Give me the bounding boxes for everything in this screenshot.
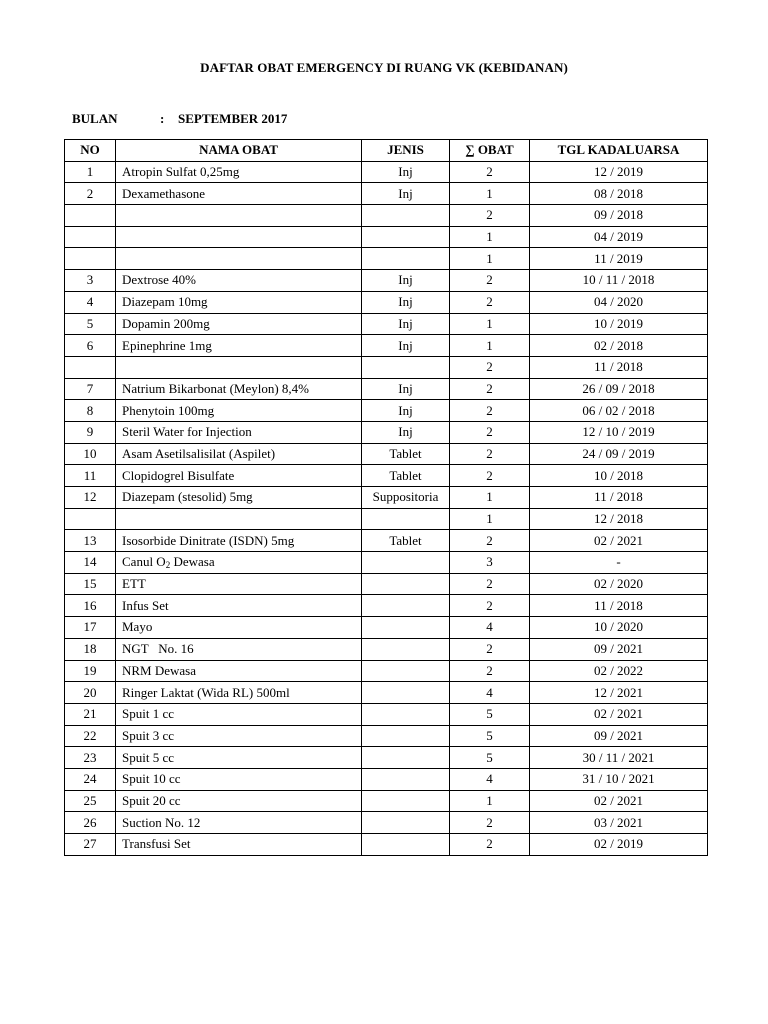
cell-kadaluarsa: 12 / 10 / 2019 (530, 421, 708, 443)
cell-jumlah: 4 (450, 768, 530, 790)
table-row (65, 400, 708, 422)
cell-kadaluarsa: 11 / 2018 (530, 356, 708, 378)
cell-jumlah: 1 (450, 248, 530, 270)
cell-kadaluarsa: 02 / 2019 (530, 834, 708, 856)
cell-kadaluarsa: 11 / 2018 (530, 487, 708, 509)
month-separator: : (160, 111, 165, 126)
cell-no: 14 (65, 552, 116, 574)
table-row (65, 487, 708, 509)
cell-kadaluarsa: 02 / 2022 (530, 660, 708, 682)
cell-no: 9 (65, 421, 116, 443)
table-row (65, 725, 708, 747)
cell-jenis: Inj (362, 161, 450, 183)
cell-nama-obat (116, 552, 362, 574)
cell-no (65, 226, 116, 248)
cell-no: 27 (65, 834, 116, 856)
cell-jumlah: 2 (450, 161, 530, 183)
cell-jumlah: 1 (450, 183, 530, 205)
cell-no: 4 (65, 291, 116, 313)
cell-jenis: Suppositoria (362, 487, 450, 509)
cell-jenis: Inj (362, 183, 450, 205)
cell-jenis (362, 682, 450, 704)
cell-jenis (362, 747, 450, 769)
cell-nama-obat: Suction No. 12 (116, 812, 362, 834)
table-row (65, 443, 708, 465)
cell-nama-obat: Diazepam (stesolid) 5mg (116, 487, 362, 509)
cell-nama-obat: Clopidogrel Bisulfate (116, 465, 362, 487)
cell-kadaluarsa: 12 / 2019 (530, 161, 708, 183)
cell-jenis: Tablet (362, 443, 450, 465)
cell-jumlah: 5 (450, 703, 530, 725)
medicine-table (64, 139, 708, 856)
cell-kadaluarsa: 03 / 2021 (530, 812, 708, 834)
cell-nama-obat: Dexamethasone (116, 183, 362, 205)
cell-kadaluarsa: 24 / 09 / 2019 (530, 443, 708, 465)
cell-no: 24 (65, 768, 116, 790)
cell-no: 7 (65, 378, 116, 400)
cell-nama-obat (116, 248, 362, 270)
table-row (65, 248, 708, 270)
cell-jumlah: 2 (450, 530, 530, 552)
cell-jumlah: 2 (450, 573, 530, 595)
cell-nama-obat: Phenytoin 100mg (116, 400, 362, 422)
cell-jenis (362, 205, 450, 227)
cell-jumlah: 1 (450, 313, 530, 335)
cell-jumlah: 1 (450, 226, 530, 248)
cell-no: 26 (65, 812, 116, 834)
table-row (65, 378, 708, 400)
cell-nama-obat: Steril Water for Injection (116, 421, 362, 443)
cell-jumlah: 3 (450, 552, 530, 574)
cell-nama-obat: Spuit 20 cc (116, 790, 362, 812)
cell-nama-obat: Spuit 5 cc (116, 747, 362, 769)
cell-jumlah: 2 (450, 812, 530, 834)
cell-jenis: Inj (362, 291, 450, 313)
cell-nama-obat: Epinephrine 1mg (116, 335, 362, 357)
cell-jenis (362, 638, 450, 660)
cell-jumlah: 2 (450, 356, 530, 378)
cell-nama-obat: Dopamin 200mg (116, 313, 362, 335)
cell-no: 20 (65, 682, 116, 704)
cell-kadaluarsa: 04 / 2019 (530, 226, 708, 248)
cell-jumlah: 1 (450, 790, 530, 812)
cell-kadaluarsa: 02 / 2021 (530, 703, 708, 725)
cell-no: 6 (65, 335, 116, 357)
table-row (65, 313, 708, 335)
cell-jumlah: 2 (450, 205, 530, 227)
cell-jumlah: 4 (450, 617, 530, 639)
cell-jenis: Tablet (362, 465, 450, 487)
cell-jumlah: 2 (450, 270, 530, 292)
cell-nama-obat: Spuit 1 cc (116, 703, 362, 725)
cell-jumlah: 1 (450, 508, 530, 530)
cell-nama-obat: Asam Asetilsalisilat (Aspilet) (116, 443, 362, 465)
cell-jenis: Inj (362, 270, 450, 292)
cell-no: 21 (65, 703, 116, 725)
cell-nama-obat: ETT (116, 573, 362, 595)
cell-jenis (362, 552, 450, 574)
cell-jumlah: 2 (450, 400, 530, 422)
month-value: SEPTEMBER 2017 (178, 111, 288, 126)
cell-kadaluarsa: 02 / 2020 (530, 573, 708, 595)
cell-no: 22 (65, 725, 116, 747)
cell-jumlah: 2 (450, 378, 530, 400)
cell-nama-obat: Isosorbide Dinitrate (ISDN) 5mg (116, 530, 362, 552)
cell-nama-obat: Ringer Laktat (Wida RL) 500ml (116, 682, 362, 704)
cell-name-suffix: Dewasa (170, 554, 215, 570)
cell-no (65, 508, 116, 530)
cell-no: 2 (65, 183, 116, 205)
cell-no: 3 (65, 270, 116, 292)
header-jumlah-obat: ∑ OBAT (450, 140, 530, 162)
month-label: BULAN (72, 111, 118, 126)
cell-jenis: Inj (362, 400, 450, 422)
cell-nama-obat: Transfusi Set (116, 834, 362, 856)
cell-nama-obat (116, 356, 362, 378)
header-nama-obat: NAMA OBAT (116, 140, 362, 162)
cell-kadaluarsa: 02 / 2018 (530, 335, 708, 357)
table-row (65, 421, 708, 443)
table-row (65, 595, 708, 617)
cell-nama-obat: Dextrose 40% (116, 270, 362, 292)
cell-nama-obat: Infus Set (116, 595, 362, 617)
cell-jumlah: 2 (450, 443, 530, 465)
cell-jumlah: 2 (450, 660, 530, 682)
table-row (65, 768, 708, 790)
cell-kadaluarsa: 12 / 2021 (530, 682, 708, 704)
cell-no: 1 (65, 161, 116, 183)
cell-nama-obat: Atropin Sulfat 0,25mg (116, 161, 362, 183)
cell-no: 11 (65, 465, 116, 487)
cell-no (65, 248, 116, 270)
table-row (65, 552, 708, 574)
table-row (65, 335, 708, 357)
page-title: DAFTAR OBAT EMERGENCY DI RUANG VK (KEBIDANAN) (200, 60, 568, 75)
cell-nama-obat: Spuit 10 cc (116, 768, 362, 790)
table-row (65, 617, 708, 639)
cell-jenis (362, 660, 450, 682)
cell-kadaluarsa: 08 / 2018 (530, 183, 708, 205)
month-line (72, 111, 287, 127)
cell-jumlah: 2 (450, 834, 530, 856)
cell-jenis (362, 508, 450, 530)
table-row (65, 508, 708, 530)
cell-no: 5 (65, 313, 116, 335)
cell-jumlah: 2 (450, 421, 530, 443)
cell-kadaluarsa: 11 / 2019 (530, 248, 708, 270)
cell-nama-obat: Diazepam 10mg (116, 291, 362, 313)
header-jenis: JENIS (362, 140, 450, 162)
cell-kadaluarsa: 02 / 2021 (530, 790, 708, 812)
cell-no: 18 (65, 638, 116, 660)
cell-jumlah: 1 (450, 487, 530, 509)
cell-jumlah: 5 (450, 747, 530, 769)
cell-jenis: Inj (362, 335, 450, 357)
table-header-row (65, 140, 708, 162)
cell-jenis (362, 356, 450, 378)
cell-jenis (362, 703, 450, 725)
cell-name-text: Canul O (122, 554, 166, 570)
cell-no: 12 (65, 487, 116, 509)
cell-no: 13 (65, 530, 116, 552)
cell-kadaluarsa: 11 / 2018 (530, 595, 708, 617)
table-row (65, 205, 708, 227)
cell-kadaluarsa: - (530, 552, 708, 574)
header-tgl-kadaluarsa: TGL KADALUARSA (530, 140, 708, 162)
cell-jenis: Tablet (362, 530, 450, 552)
cell-jenis (362, 812, 450, 834)
cell-kadaluarsa: 10 / 11 / 2018 (530, 270, 708, 292)
cell-jenis (362, 790, 450, 812)
cell-nama-obat: Mayo (116, 617, 362, 639)
table-row (65, 834, 708, 856)
cell-jenis (362, 834, 450, 856)
cell-no: 25 (65, 790, 116, 812)
cell-kadaluarsa: 04 / 2020 (530, 291, 708, 313)
table-row (65, 573, 708, 595)
table-row (65, 161, 708, 183)
table-row (65, 270, 708, 292)
table-row (65, 682, 708, 704)
cell-kadaluarsa: 10 / 2018 (530, 465, 708, 487)
cell-nama-obat: NGT No. 16 (116, 638, 362, 660)
cell-kadaluarsa: 10 / 2020 (530, 617, 708, 639)
table-row (65, 183, 708, 205)
table-row (65, 291, 708, 313)
table-row (65, 226, 708, 248)
cell-nama-obat (116, 226, 362, 248)
cell-jenis (362, 725, 450, 747)
cell-jenis (362, 226, 450, 248)
cell-jumlah: 5 (450, 725, 530, 747)
table-row (65, 747, 708, 769)
cell-jenis (362, 617, 450, 639)
cell-no: 19 (65, 660, 116, 682)
cell-nama-obat (116, 205, 362, 227)
cell-no: 16 (65, 595, 116, 617)
table-row (65, 660, 708, 682)
cell-no: 10 (65, 443, 116, 465)
cell-nama-obat: Spuit 3 cc (116, 725, 362, 747)
cell-jumlah: 2 (450, 595, 530, 617)
cell-jenis: Inj (362, 378, 450, 400)
cell-kadaluarsa: 10 / 2019 (530, 313, 708, 335)
cell-kadaluarsa: 30 / 11 / 2021 (530, 747, 708, 769)
cell-jenis (362, 248, 450, 270)
cell-jenis (362, 595, 450, 617)
cell-jumlah: 2 (450, 465, 530, 487)
cell-kadaluarsa: 31 / 10 / 2021 (530, 768, 708, 790)
cell-kadaluarsa: 06 / 02 / 2018 (530, 400, 708, 422)
cell-no: 23 (65, 747, 116, 769)
cell-jumlah: 1 (450, 335, 530, 357)
cell-nama-obat (116, 508, 362, 530)
cell-kadaluarsa: 09 / 2018 (530, 205, 708, 227)
cell-kadaluarsa: 09 / 2021 (530, 638, 708, 660)
cell-kadaluarsa: 02 / 2021 (530, 530, 708, 552)
header-no: NO (65, 140, 116, 162)
table-row (65, 465, 708, 487)
table-row (65, 530, 708, 552)
cell-no: 17 (65, 617, 116, 639)
cell-jenis: Inj (362, 421, 450, 443)
cell-jumlah: 2 (450, 291, 530, 313)
cell-jumlah: 4 (450, 682, 530, 704)
table-row (65, 356, 708, 378)
cell-jenis: Inj (362, 313, 450, 335)
table-row (65, 790, 708, 812)
cell-kadaluarsa: 26 / 09 / 2018 (530, 378, 708, 400)
cell-jenis (362, 573, 450, 595)
cell-jumlah: 2 (450, 638, 530, 660)
cell-nama-obat: NRM Dewasa (116, 660, 362, 682)
cell-jenis (362, 768, 450, 790)
table-row (65, 638, 708, 660)
table-row (65, 812, 708, 834)
cell-kadaluarsa: 12 / 2018 (530, 508, 708, 530)
cell-no: 15 (65, 573, 116, 595)
cell-nama-obat: Natrium Bikarbonat (Meylon) 8,4% (116, 378, 362, 400)
cell-no: 8 (65, 400, 116, 422)
cell-no (65, 205, 116, 227)
cell-kadaluarsa: 09 / 2021 (530, 725, 708, 747)
cell-name-subscript: 2 (165, 560, 171, 571)
table-row (65, 703, 708, 725)
cell-no (65, 356, 116, 378)
